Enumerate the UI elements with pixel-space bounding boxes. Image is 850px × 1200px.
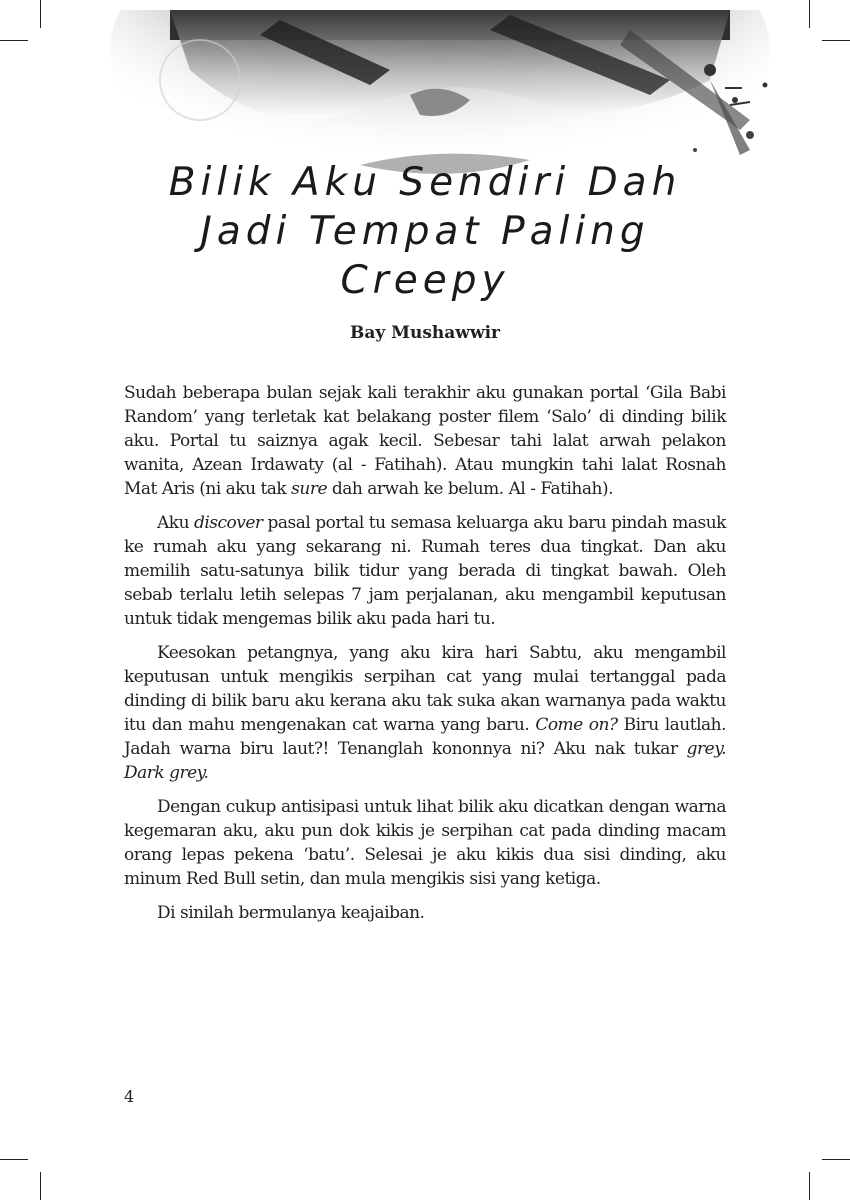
paragraph-5: [124, 901, 726, 925]
body-text: [124, 381, 726, 935]
author-name: Bay Mushawwir: [350, 323, 500, 343]
paragraph-2-segment-3: pasal portal tu semasa keluarga aku baru pindah masuk ke rumah aku yang sekarang ni. Rumah teres dua tingkat. Dan aku memilih satu-satunya bilik tidur yang berada di tingkat bawah. Oleh sebab terlalu letih selepas 7 jam perjalanan, aku mengambil keputusan untuk tidak mengemas bilik aku pada hari tu.: [124, 513, 726, 629]
crop-mark-bottom-left-vertical: [40, 1172, 41, 1200]
paragraph-2: [124, 511, 726, 631]
crop-mark-top-right-vertical: [809, 0, 810, 28]
chapter-title: [120, 158, 730, 305]
paragraph-5-segment-1: Di sinilah bermulanya keajaiban.: [157, 903, 425, 923]
chapter-title-line-2: Jadi Tempat Paling: [200, 209, 650, 254]
paragraph-2-segment-1: Aku: [157, 513, 194, 533]
paragraph-3: [124, 641, 726, 785]
paragraph-1-segment-3: dah arwah ke belum. Al - Fatihah).: [327, 479, 613, 499]
chapter-title-line-1: Bilik Aku Sendiri Dah: [168, 160, 682, 205]
paragraph-2-segment-2: discover: [193, 513, 263, 533]
crop-mark-top-right-horizontal: [822, 40, 850, 41]
page-number: 4: [124, 1087, 135, 1106]
paragraph-1-segment-2: sure: [291, 479, 328, 499]
crop-mark-bottom-right-vertical: [809, 1172, 810, 1200]
crop-mark-top-left-vertical: [40, 0, 41, 28]
crop-mark-bottom-left-horizontal: [0, 1159, 28, 1160]
paragraph-4: [124, 795, 726, 891]
paragraph-3-segment-4: grey. Dark grey.: [124, 739, 726, 783]
crop-mark-bottom-right-horizontal: [822, 1159, 850, 1160]
paragraph-3-segment-1: Keesokan petangnya, yang aku kira hari Sabtu, aku mengambil keputusan untuk mengikis serpihan cat yang mulai tertanggal pada dinding di bilik baru aku kerana aku tak suka akan warnanya pada waktu itu dan mahu mengenakan cat warna yang baru.: [124, 643, 726, 735]
crop-mark-top-left-horizontal: [0, 40, 28, 41]
paragraph-4-segment-1: Dengan cukup antisipasi untuk lihat bilik aku dicatkan dengan warna kegemaran aku, aku pun dok kikis je serpihan cat pada dinding macam orang lepas pekena ‘batu’. Selesai je aku kikis dua sisi dinding, aku minum Red Bull setin, dan mula mengikis sisi yang ketiga.: [124, 797, 726, 889]
paragraph-3-segment-3: Biru lautlah. Jadah warna biru laut?! Tenanglah kononnya ni? Aku nak tukar: [124, 715, 726, 759]
paragraph-1-segment-1: Sudah beberapa bulan sejak kali terakhir aku gunakan portal ‘Gila Babi Random’ yang terletak kat belakang poster filem ‘Salo’ di dinding bilik aku. Portal tu saiznya agak kecil. Sebesar tahi lalat arwah pelakon wanita, Azean Irdawaty (al - Fatihah). Atau mungkin tahi lalat Rosnah Mat Aris (ni aku tak: [124, 383, 726, 499]
chapter-title-line-3: Creepy: [340, 258, 510, 303]
paragraph-1: [124, 381, 726, 501]
paragraph-3-segment-2: Come on?: [535, 715, 618, 735]
